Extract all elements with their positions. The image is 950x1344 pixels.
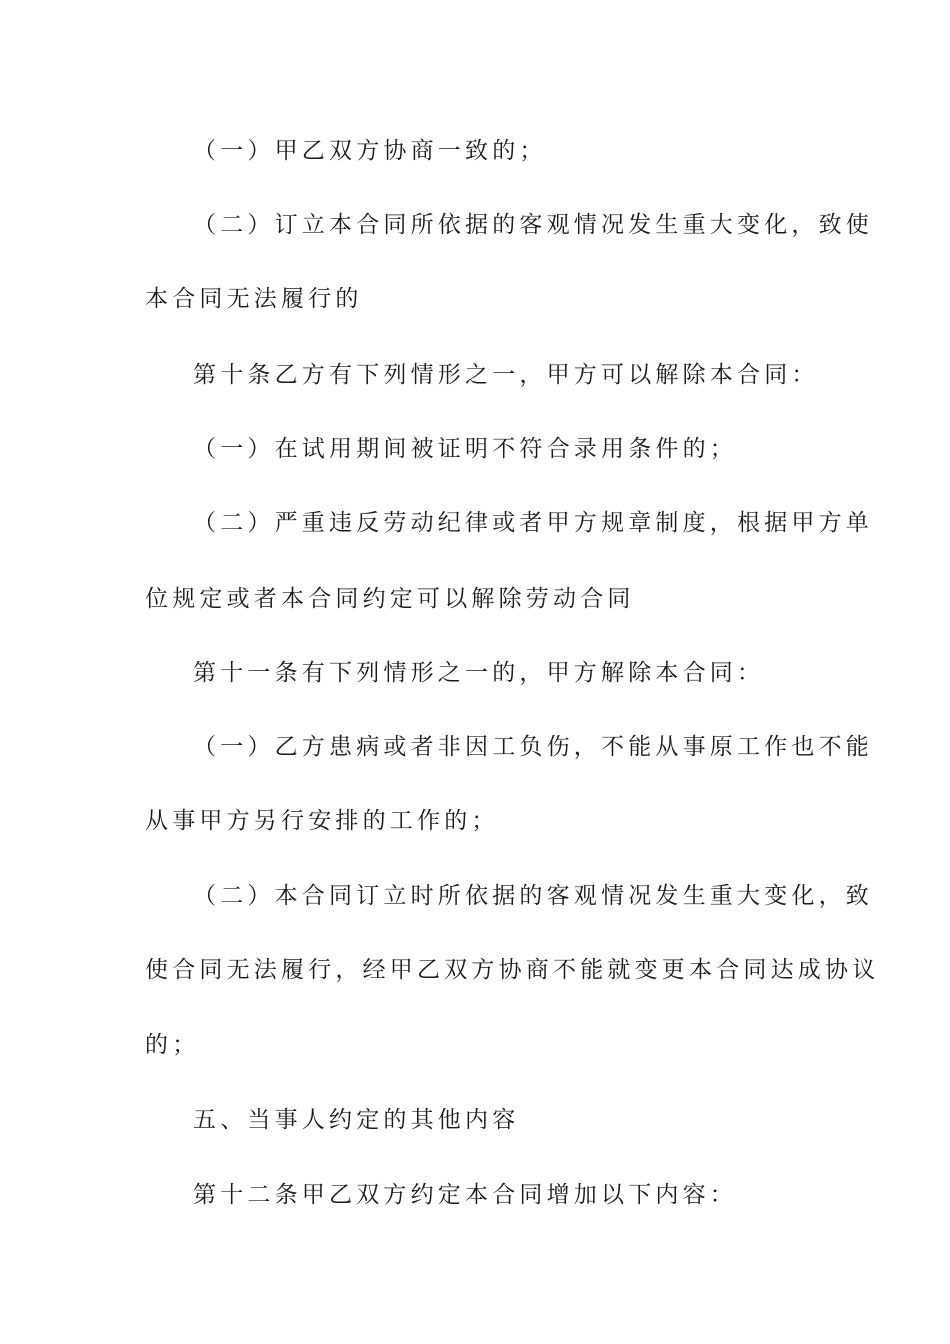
- article-11-item-1-continued: 从事甲方另行安排的工作的；: [145, 808, 499, 834]
- article-10-item-1: （一）在试用期间被证明不符合录用条件的；: [193, 436, 737, 462]
- article-10-item-2-continued: 位规定或者本合同约定可以解除劳动合同: [145, 586, 635, 612]
- article-11-item-1: （一）乙方患病或者非因工负伤，不能从事原工作也不能: [193, 734, 873, 760]
- clause-item-2: （二）订立本合同所依据的客观情况发生重大变化，致使: [193, 212, 873, 238]
- article-11-item-2: （二）本合同订立时所依据的客观情况发生重大变化，致: [193, 883, 873, 909]
- clause-item-2-continued: 本合同无法履行的: [145, 286, 363, 312]
- article-11-heading: 第十一条有下列情形之一的，甲方解除本合同：: [193, 660, 765, 686]
- article-12-heading: 第十二条甲乙双方约定本合同增加以下内容：: [193, 1182, 737, 1208]
- article-10-item-2: （二）严重违反劳动纪律或者甲方规章制度，根据甲方单: [193, 510, 873, 536]
- article-11-item-2-end: 的；: [145, 1032, 200, 1058]
- section-5-heading: 五、当事人约定的其他内容: [193, 1107, 520, 1133]
- article-10-heading: 第十条乙方有下列情形之一，甲方可以解除本合同：: [193, 362, 819, 388]
- clause-item-1: （一）甲乙双方协商一致的；: [193, 138, 547, 164]
- article-11-item-2-continued: 使合同无法履行，经甲乙双方协商不能就变更本合同达成协议: [145, 957, 880, 983]
